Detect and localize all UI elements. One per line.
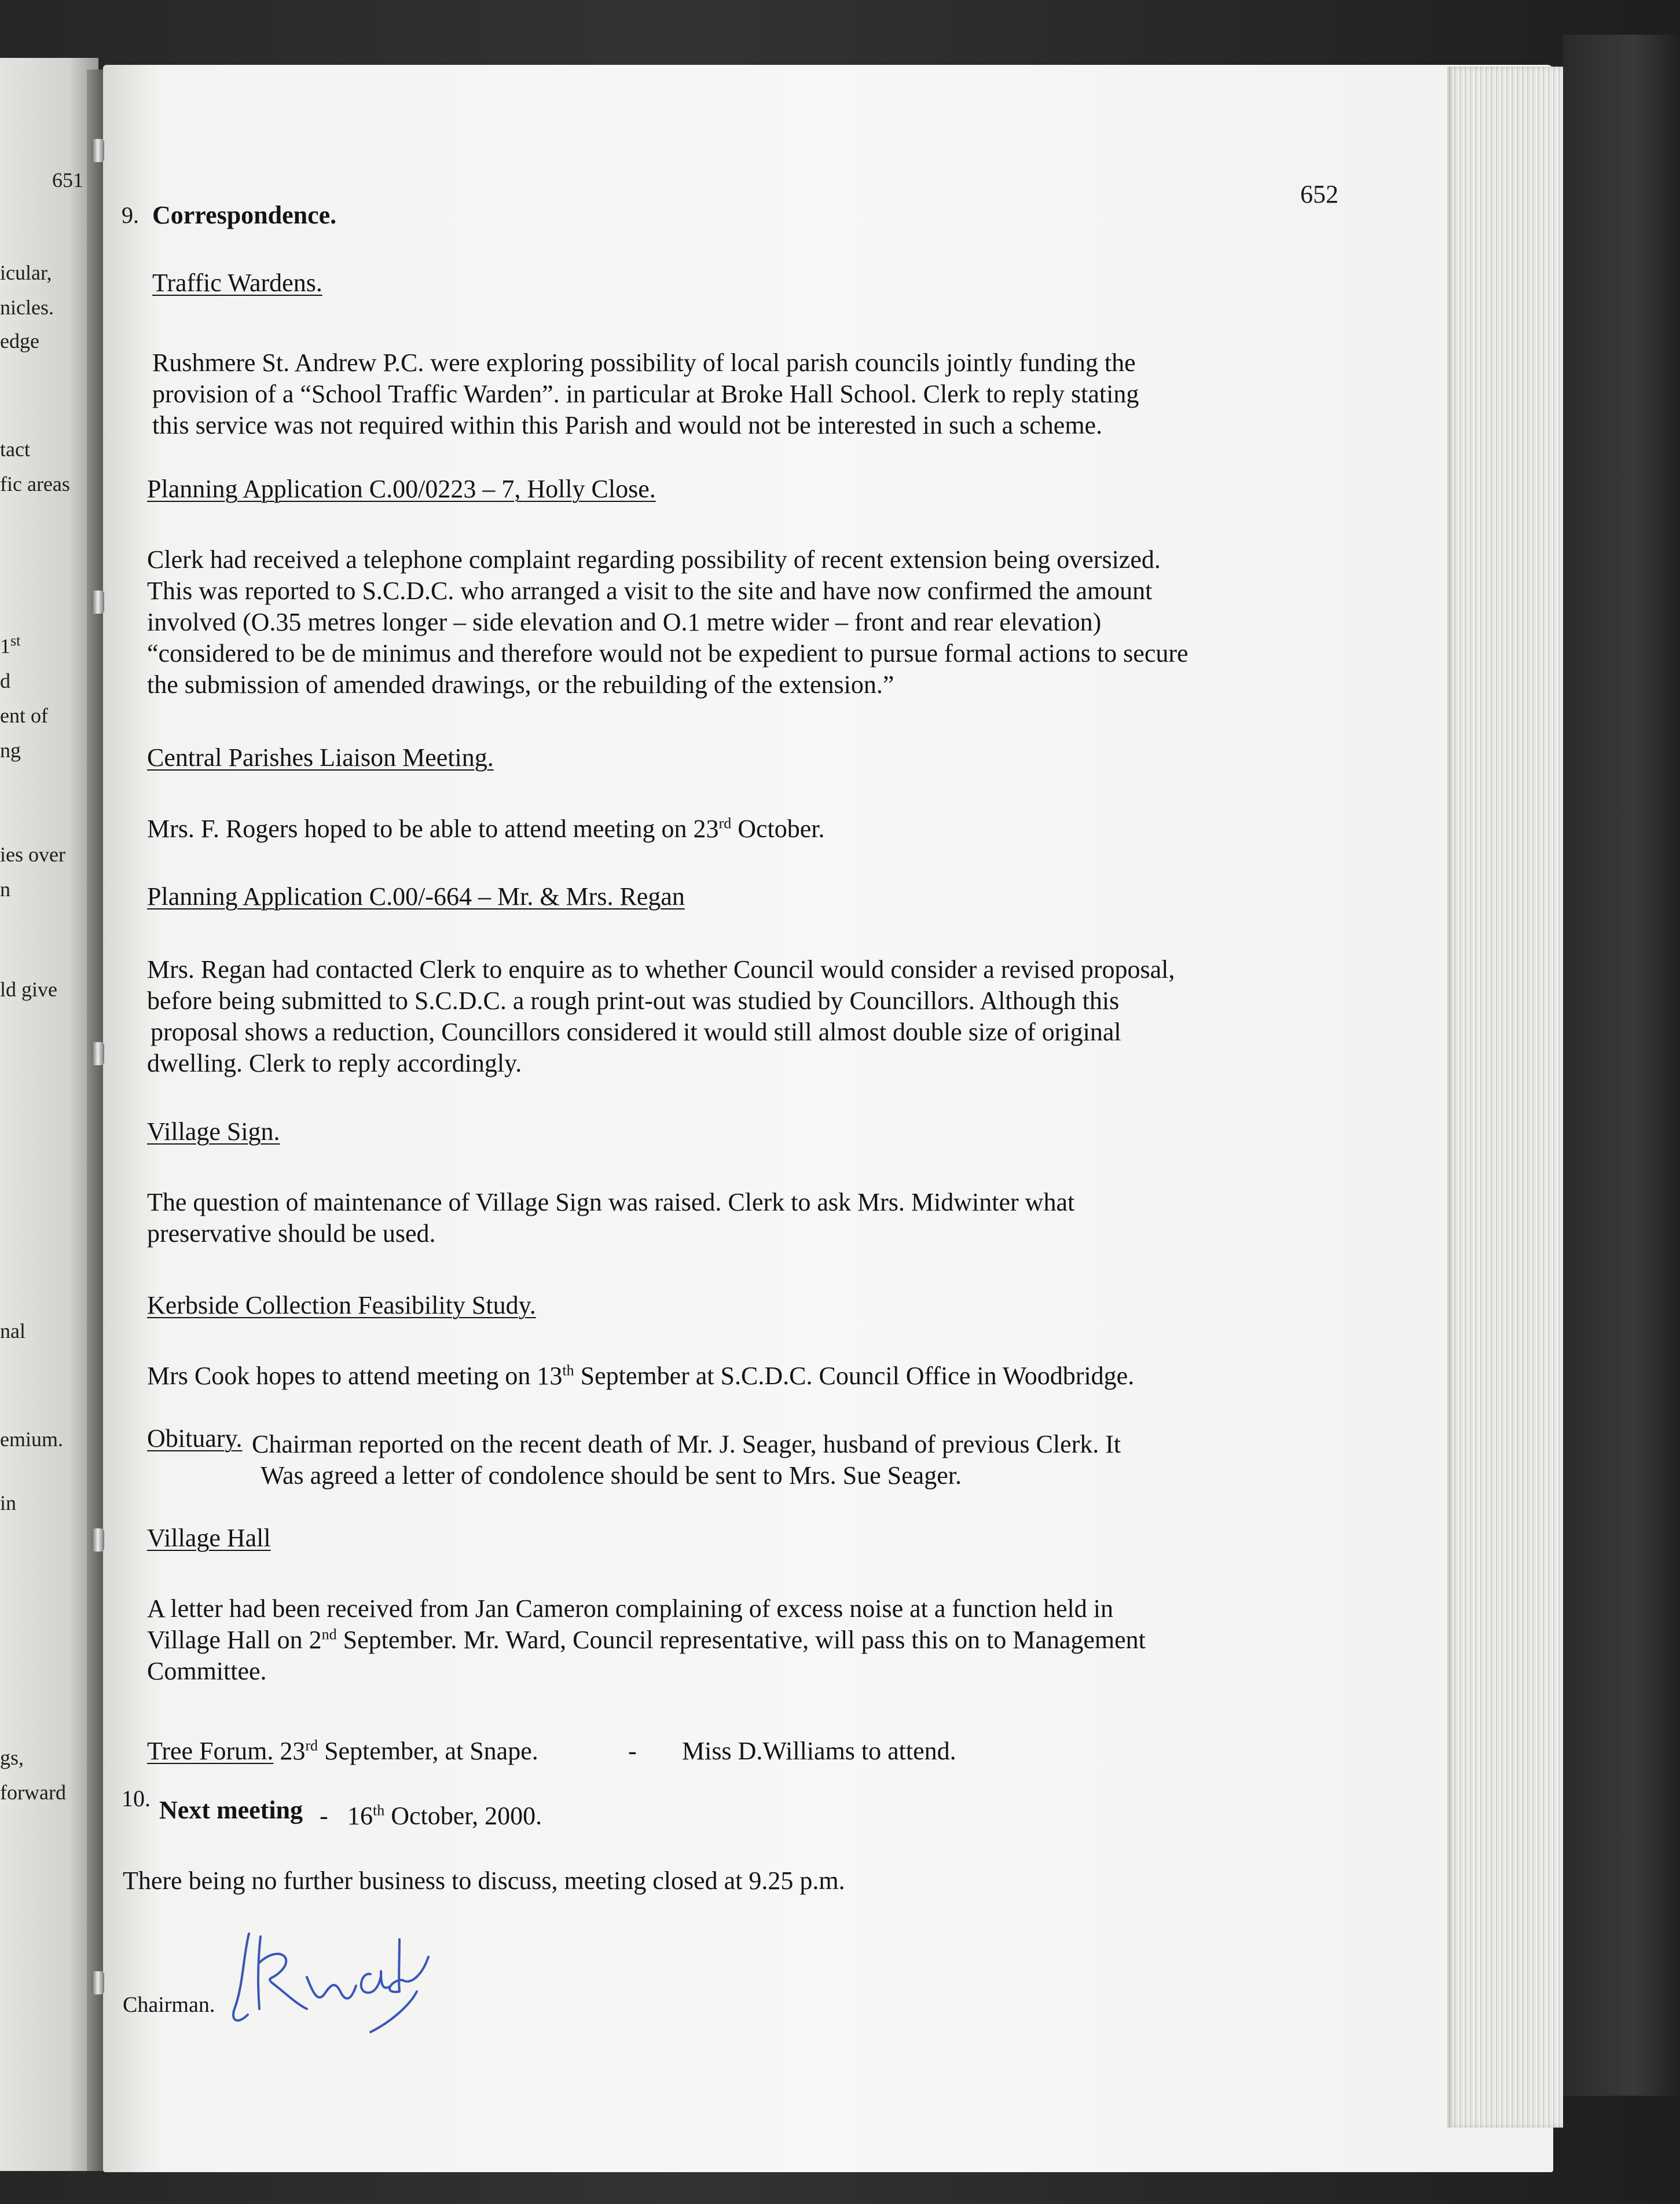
binder-ring [91, 1042, 104, 1065]
paragraph-line: Mrs. F. Rogers hoped to be able to attend meeting on 23rd October. [147, 815, 825, 843]
left-fragment: edge [0, 329, 39, 353]
paragraph-line: A letter had been received from Jan Cameron complaining of excess noise at a function held in [147, 1594, 1113, 1623]
left-fragment: ent of [0, 704, 48, 727]
binder-edge [1563, 35, 1680, 2096]
paragraph-line: Committee. [147, 1657, 267, 1685]
closing-line: There being no further business to discuss, meeting closed at 9.25 p.m. [123, 1866, 845, 1895]
paragraph-line: this service was not required within this Parish and would not be interested in such a scheme. [152, 411, 1103, 439]
left-fragment: icular, [0, 261, 52, 284]
paragraph-line: before being submitted to S.C.D.C. a rough print-out was studied by Councillors. Although this [147, 987, 1120, 1015]
page-number: 652 [1300, 180, 1338, 208]
binder-ring [91, 591, 104, 614]
paragraph-line: Was agreed a letter of condolence should be sent to Mrs. Sue Seager. [261, 1461, 962, 1490]
paragraph-line: The question of maintenance of Village Sign was raised. Clerk to ask Mrs. Midwinter what [147, 1188, 1075, 1216]
left-fragment: ld give [0, 978, 57, 1001]
left-fragment: emium. [0, 1428, 63, 1451]
left-page [0, 58, 98, 2171]
subheading-village-hall: Village Hall [147, 1524, 271, 1552]
paragraph-line: proposal shows a reduction, Councillors considered it would still almost double size of original [151, 1018, 1121, 1046]
subheading-central-parishes: Central Parishes Liaison Meeting. [147, 743, 494, 772]
paragraph-line: Village Hall on 2nd September. Mr. Ward, Council representative, will pass this on to Management [147, 1626, 1146, 1654]
next-meeting-date: 16th October, 2000. [347, 1802, 542, 1830]
subheading-kerbside: Kerbside Collection Feasibility Study. [147, 1291, 536, 1319]
paragraph-line: Mrs Cook hopes to attend meeting on 13th September at S.C.D.C. Council Office in Woodbridge. [147, 1362, 1135, 1390]
binder-ring [91, 139, 104, 162]
paragraph-line: dwelling. Clerk to reply accordingly. [147, 1049, 522, 1077]
tree-forum-dash: - [628, 1737, 637, 1765]
next-meeting-separator: - [320, 1802, 328, 1830]
left-fragment: tact [0, 438, 30, 461]
left-fragment: ng [0, 739, 21, 762]
paragraph-line: Rushmere St. Andrew P.C. were exploring possibility of local parish councils jointly funding the [152, 349, 1136, 377]
signature-label: Chairman. [123, 1993, 215, 2017]
tree-forum-line: Tree Forum. 23rd September, at Snape. [147, 1737, 538, 1765]
left-fragment: 1st [0, 632, 21, 658]
section-title: Correspondence. [152, 201, 337, 229]
paragraph-line: provision of a “School Traffic Warden”. in particular at Broke Hall School. Clerk to reply stating [152, 380, 1139, 408]
section-title: Next meeting [159, 1796, 303, 1824]
paragraph-line: Mrs. Regan had contacted Clerk to enquire as to whether Council would consider a revised proposal, [147, 955, 1175, 984]
paragraph-line: This was reported to S.C.D.C. who arranged a visit to the site and have now confirmed the amount [147, 577, 1153, 605]
binder-ring [91, 1528, 104, 1552]
paragraph-line: Chairman reported on the recent death of Mr. J. Seager, husband of previous Clerk. It [252, 1430, 1121, 1458]
subheading-traffic-wardens: Traffic Wardens. [152, 269, 322, 297]
left-fragment: nal [0, 1319, 25, 1343]
tree-forum-attendee: Miss D.Williams to attend. [682, 1737, 956, 1765]
subheading-planning-regan: Planning Application C.00/-664 – Mr. & Mrs. Regan [147, 882, 685, 911]
section-number: 9. [122, 202, 139, 228]
handwritten-signature [226, 1922, 440, 2038]
paragraph-line: preservative should be used. [147, 1219, 436, 1248]
subheading-village-sign: Village Sign. [147, 1117, 280, 1146]
left-fragment: forward [0, 1781, 66, 1804]
paragraph-line: “considered to be de minimus and therefore would not be expedient to pursue formal actions to secure [147, 639, 1189, 668]
binder-ring [91, 1971, 104, 1994]
signature-drawing [226, 1922, 440, 2038]
left-fragment: ies over [0, 843, 65, 866]
left-fragment: n [0, 878, 10, 901]
page-edges [1447, 67, 1563, 2128]
left-fragment: in [0, 1491, 17, 1514]
paragraph-line: Clerk had received a telephone complaint regarding possibility of recent extension being oversized. [147, 545, 1161, 574]
left-fragment: nicles. [0, 296, 54, 319]
subheading-planning-holly-close: Planning Application C.00/0223 – 7, Holly Close. [147, 475, 656, 503]
left-fragment: d [0, 669, 10, 692]
section-number: 10. [122, 1785, 151, 1811]
left-fragment: fic areas [0, 472, 70, 496]
subheading-obituary: Obituary. [147, 1424, 243, 1453]
paragraph-line: involved (O.35 metres longer – side elevation and O.1 metre wider – front and rear elevation) [147, 608, 1102, 636]
paragraph-line: the submission of amended drawings, or the rebuilding of the extension.” [147, 670, 894, 699]
left-page-number: 651 [52, 168, 83, 192]
left-fragment: gs, [0, 1746, 24, 1769]
